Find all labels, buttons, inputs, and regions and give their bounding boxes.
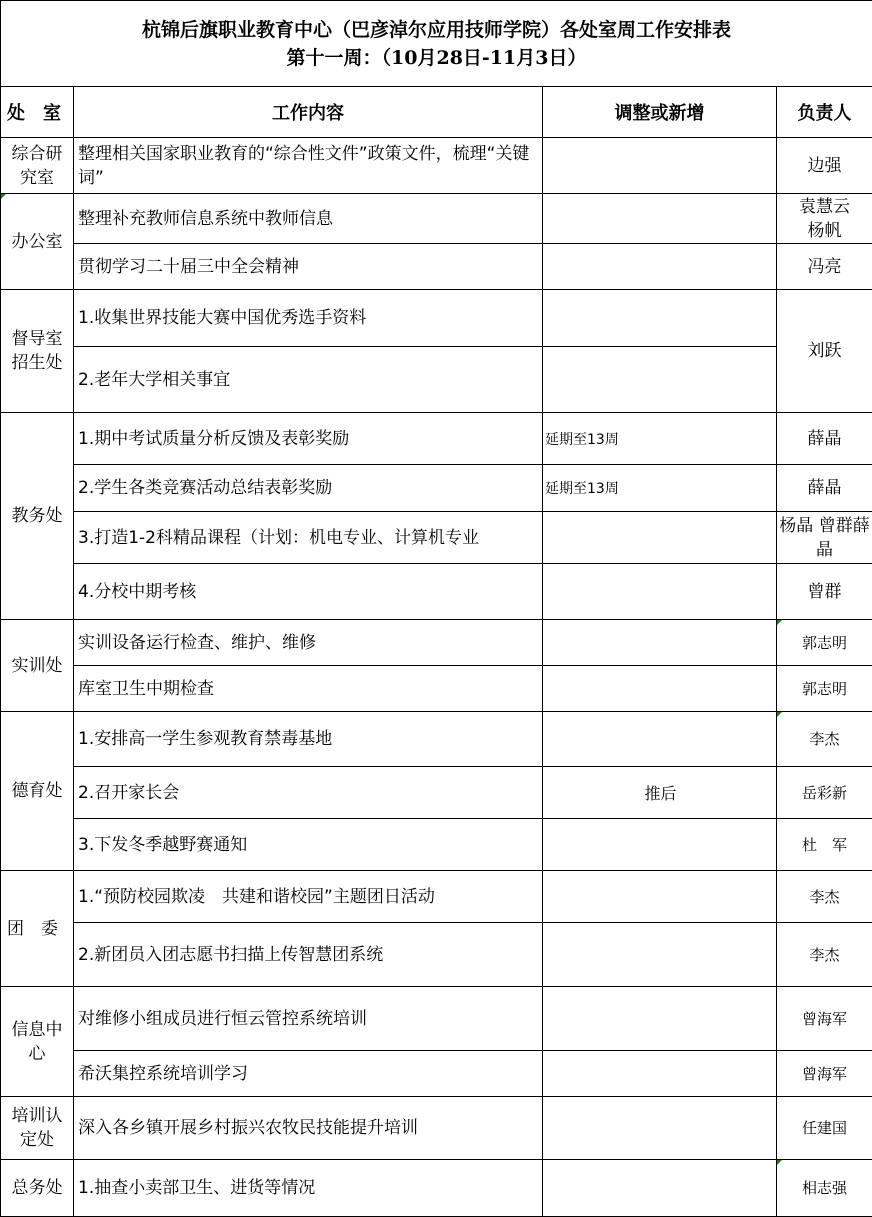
- table-row: [1, 987, 872, 1051]
- owner-cell: 李杰: [777, 871, 872, 923]
- header-adjust: 调整或新增: [543, 87, 777, 138]
- owner-cell: 冯亮: [777, 244, 872, 290]
- task-cell: 贯彻学习二十届三中全会精神: [74, 244, 543, 290]
- adjust-cell: [543, 138, 777, 194]
- table-row: [1, 1160, 872, 1217]
- table-row: [1, 347, 872, 413]
- owner-cell: 李杰: [777, 712, 872, 767]
- adjust-cell: [543, 194, 777, 244]
- adjust-cell: [543, 244, 777, 290]
- task-cell: 库室卫生中期检查: [74, 666, 543, 712]
- table-row: [1, 819, 872, 871]
- task-cell: 3.打造1-2科精品课程（计划：机电专业、计算机专业: [74, 512, 543, 564]
- table-row: [1, 413, 872, 465]
- adjust-cell: [543, 1160, 777, 1217]
- owner-cell: 薛晶: [777, 465, 872, 512]
- owner-cell: 薛晶: [777, 413, 872, 465]
- owner-cell: 袁慧云杨帆: [777, 194, 872, 244]
- owner-cell: 杨晶 曾群薛晶: [777, 512, 872, 564]
- header-owner: 负责人: [777, 87, 872, 138]
- task-cell: 对维修小组成员进行恒云管控系统培训: [74, 987, 543, 1051]
- owner-cell: 曾海军: [777, 1051, 872, 1097]
- table-row: [1, 564, 872, 620]
- table-row: [1, 712, 872, 767]
- task-cell: 1.“预防校园欺凌 共建和谐校园”主题团日活动: [74, 871, 543, 923]
- task-cell: 2.新团员入团志愿书扫描上传智慧团系统: [74, 923, 543, 987]
- header-dept: 处 室: [1, 87, 74, 138]
- adjust-cell: [543, 1097, 777, 1160]
- owner-cell: 边强: [777, 138, 872, 194]
- table-title: [1, 1, 872, 87]
- table-row: [1, 923, 872, 987]
- owner-cell: 任建国: [777, 1097, 872, 1160]
- task-cell: 3.下发冬季越野赛通知: [74, 819, 543, 871]
- table-row: [1, 290, 872, 347]
- table-row: [1, 465, 872, 512]
- table-row: [1, 620, 872, 666]
- owner-cell: 郭志明: [777, 620, 872, 666]
- task-cell: 2.召开家长会: [74, 767, 543, 819]
- adjust-cell: [543, 987, 777, 1051]
- table-row: [1, 767, 872, 819]
- adjust-cell: [543, 666, 777, 712]
- adjust-cell: [543, 1051, 777, 1097]
- adjust-cell: [543, 564, 777, 620]
- table-row: [1, 666, 872, 712]
- owner-cell: 郭志明: [777, 666, 872, 712]
- dept-cell: 督导室招生处: [1, 290, 74, 413]
- dept-cell: 教务处: [1, 413, 74, 620]
- task-cell: 整理相关国家职业教育的“综合性文件”政策文件，梳理“关键词”: [74, 138, 543, 194]
- task-cell: 4.分校中期考核: [74, 564, 543, 620]
- dept-cell: 总务处: [1, 1160, 74, 1217]
- adjust-cell: [543, 871, 777, 923]
- task-cell: 1.期中考试质量分析反馈及表彰奖励: [74, 413, 543, 465]
- dept-cell: 办公室: [1, 194, 74, 290]
- table-row: [1, 1051, 872, 1097]
- owner-cell: 岳彩新: [777, 767, 872, 819]
- dept-cell: 综合研究室: [1, 138, 74, 194]
- owner-cell: 曾群: [777, 564, 872, 620]
- adjust-cell: [543, 923, 777, 987]
- owner-cell: 杜 军: [777, 819, 872, 871]
- adjust-cell: 推后: [543, 767, 777, 819]
- header-row: [1, 87, 872, 138]
- task-cell: 实训设备运行检查、维护、维修: [74, 620, 543, 666]
- task-cell: 1.抽查小卖部卫生、进货等情况: [74, 1160, 543, 1217]
- task-cell: 1.安排高一学生参观教育禁毒基地: [74, 712, 543, 767]
- table-row: [1, 871, 872, 923]
- adjust-cell: 延期至13周: [543, 413, 777, 465]
- table-row: [1, 194, 872, 244]
- owner-cell: 相志强: [777, 1160, 872, 1217]
- table-row: [1, 1097, 872, 1160]
- task-cell: 1.收集世界技能大赛中国优秀选手资料: [74, 290, 543, 347]
- adjust-cell: [543, 620, 777, 666]
- dept-cell: 信息中心: [1, 987, 74, 1097]
- owner-cell: 曾海军: [777, 987, 872, 1051]
- dept-cell: 培训认定处: [1, 1097, 74, 1160]
- task-cell: 2.老年大学相关事宜: [74, 347, 543, 413]
- dept-cell: 团 委: [1, 871, 74, 987]
- table-row: [1, 244, 872, 290]
- adjust-cell: [543, 712, 777, 767]
- title-line-2: 第十一周：（10月28日-11月3日）: [286, 46, 587, 69]
- title-line-1: 杭锦后旗职业教育中心（巴彦淖尔应用技师学院）各处室周工作安排表: [142, 18, 732, 41]
- task-cell: 2.学生各类竞赛活动总结表彰奖励: [74, 465, 543, 512]
- owner-cell: 李杰: [777, 923, 872, 987]
- adjust-cell: [543, 347, 777, 413]
- table-row: [1, 512, 872, 564]
- header-task: 工作内容: [74, 87, 543, 138]
- task-cell: 整理补充教师信息系统中教师信息: [74, 194, 543, 244]
- adjust-cell: 延期至13周: [543, 465, 777, 512]
- dept-cell: 实训处: [1, 620, 74, 712]
- adjust-cell: [543, 819, 777, 871]
- adjust-cell: [543, 512, 777, 564]
- dept-cell: 德育处: [1, 712, 74, 871]
- owner-cell: 刘跃: [777, 290, 872, 413]
- task-cell: 深入各乡镇开展乡村振兴农牧民技能提升培训: [74, 1097, 543, 1160]
- adjust-cell: [543, 290, 777, 347]
- task-cell: 希沃集控系统培训学习: [74, 1051, 543, 1097]
- table-row: [1, 138, 872, 194]
